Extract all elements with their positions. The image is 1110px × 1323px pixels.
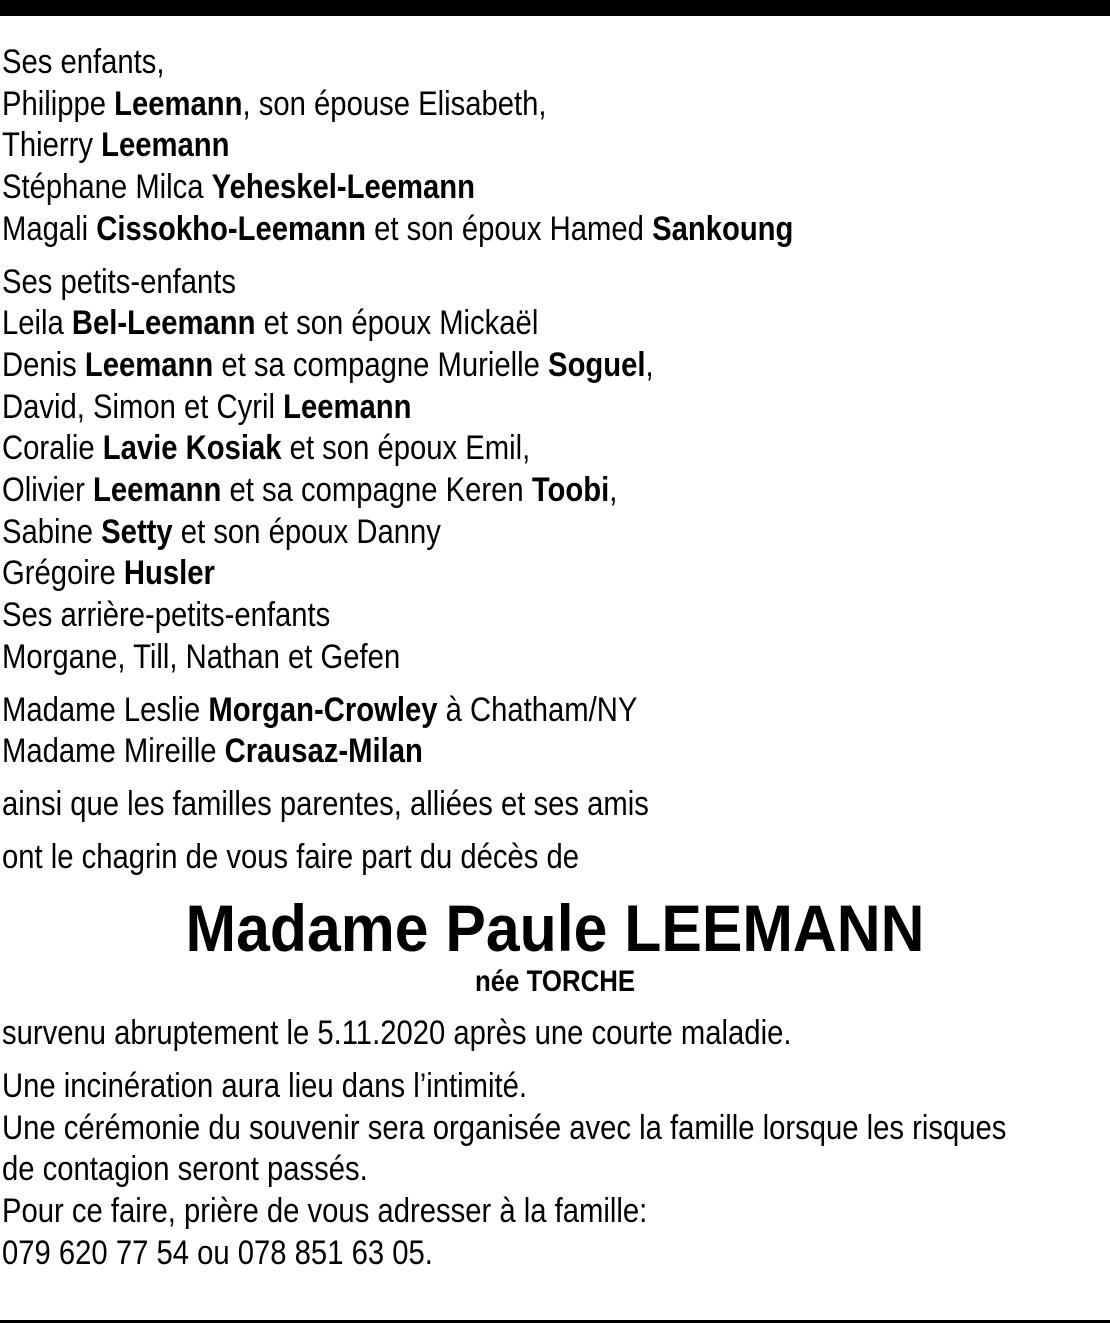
text: Denis (2, 345, 85, 384)
surname: Leemann (114, 84, 243, 123)
relative-line (2, 690, 953, 732)
grandchild-line (2, 470, 953, 512)
text: , (645, 345, 654, 384)
families-line: ainsi que les familles parentes, alliées et ses amis (2, 784, 649, 823)
surname: Morgan-Crowley (208, 690, 438, 729)
text: et son époux Mickaël (255, 304, 539, 343)
closing-section (2, 1066, 1108, 1275)
text: et sa compagne Keren (221, 471, 532, 510)
surname: Setty (101, 512, 173, 551)
text: et son époux Danny (172, 512, 441, 551)
grandchild-line (2, 428, 953, 470)
text: Leila (2, 304, 72, 343)
top-rule (0, 0, 1110, 16)
surname: Lavie Kosiak (102, 429, 282, 468)
text: Stéphane Milca (2, 168, 212, 207)
closing-line: Une cérémonie du souvenir sera organisée avec la famille lorsque les risques (2, 1108, 1007, 1147)
text: , (609, 471, 618, 510)
surname: Toobi (531, 471, 610, 510)
other-relatives-section (2, 690, 1108, 773)
obituary-notice (2, 42, 1108, 1275)
text: Olivier (2, 471, 93, 510)
deceased-name: Madame Paule LEEMANN (185, 891, 925, 966)
text: Coralie (2, 429, 103, 468)
deceased-maiden-name: née TORCHE (474, 965, 636, 999)
surname: Leemann (101, 126, 230, 165)
child-line (2, 209, 953, 251)
text: Sabine (2, 512, 102, 551)
surname: Husler (123, 554, 215, 593)
grandchild-line (2, 387, 953, 429)
grandchildren-section (2, 262, 1108, 679)
text: et son époux Hamed (365, 209, 653, 248)
relative-line (2, 731, 953, 773)
surname: Leemann (84, 345, 214, 384)
surname: Sankoung (652, 209, 794, 248)
surname: Leemann (92, 471, 222, 510)
text: à Chatham/NY (437, 690, 638, 729)
great-grandchildren-names: Morgane, Till, Nathan et Gefen (2, 637, 401, 676)
circumstances-line: survenu abruptement le 5.11.2020 après une courte maladie. (2, 1014, 792, 1053)
child-line (2, 84, 953, 126)
surname: Soguel (548, 345, 646, 384)
great-grandchildren-heading: Ses arrière-petits-enfants (2, 596, 331, 635)
closing-line: Pour ce faire, prière de vous adresser à la famille: (2, 1192, 648, 1231)
grandchild-line (2, 303, 953, 345)
closing-line: de contagion seront passés. (2, 1150, 368, 1189)
grandchild-line (2, 512, 953, 554)
grandchild-line (2, 345, 953, 387)
text: Madame Leslie (2, 690, 209, 729)
announcement-line: ont le chagrin de vous faire part du décès de (2, 837, 580, 876)
surname: Crausaz-Milan (224, 732, 423, 771)
grandchild-line (2, 553, 953, 595)
children-heading: Ses enfants, (2, 43, 165, 81)
closing-line: Une incinération aura lieu dans l’intimité. (2, 1067, 527, 1106)
phone-numbers: 079 620 77 54 ou 078 851 63 05. (2, 1233, 433, 1272)
surname: Cissokho-Leemann (96, 209, 366, 248)
text: Thierry (2, 126, 102, 165)
text: Madame Mireille (2, 732, 225, 771)
surname: Leemann (283, 387, 412, 426)
text: David, Simon et Cyril (2, 387, 284, 426)
text: Magali (2, 209, 97, 248)
children-section (2, 42, 1108, 251)
surname: Bel-Leemann (71, 304, 256, 343)
surname: Yeheskel-Leemann (211, 168, 475, 207)
text: , son épouse Elisabeth, (242, 84, 547, 123)
text: et sa compagne Murielle (213, 345, 549, 384)
text: Grégoire (2, 554, 124, 593)
text: et son époux Emil, (281, 429, 531, 468)
child-line (2, 125, 953, 167)
child-line (2, 167, 953, 209)
text: Philippe (2, 84, 115, 123)
grandchildren-heading: Ses petits-enfants (2, 262, 237, 301)
